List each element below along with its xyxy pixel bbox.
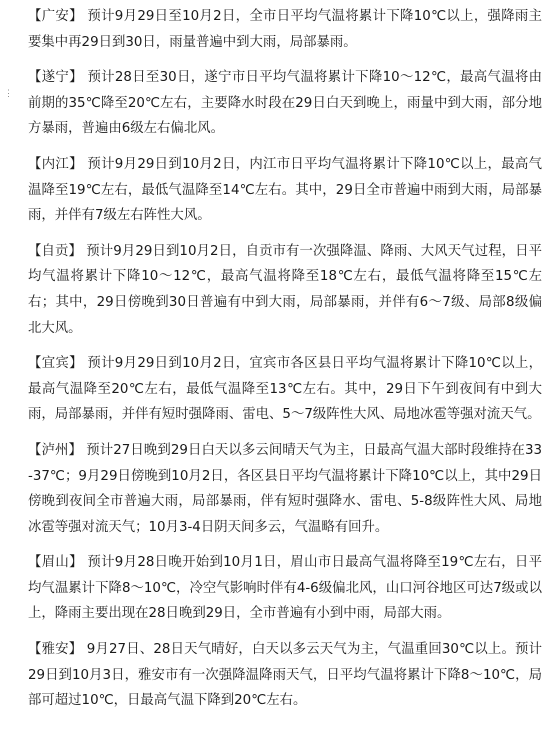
- paragraph-zigong: [28, 239, 542, 341]
- paragraph-meishan: [28, 550, 542, 627]
- gutter-drag-handle-icon: ⋮: [4, 89, 13, 99]
- paragraph-text: 预计9月29日到10月2日，自贡市有一次强降温、降雨、大风天气过程，日平均气温将累计下降10～12℃，最高气温将降至18℃左右，最低气温将降至15℃左右；其中，29日傍晚到30日普遍有中到大雨，局部暴雨，并伴有6～7级、局部8级偏北大风。: [28, 243, 543, 336]
- paragraph-luzhou: [28, 438, 542, 540]
- paragraph-text: 预计9月28日晚开始到10月1日，眉山市日最高气温将降至19℃左右，日平均气温累计下降8～10℃，冷空气影响时伴有4-6级偏北风，山口河谷地区可达7级或以上，降雨主要出现在28日晚到29日，全市普遍有小到中雨，局部大雨。: [28, 555, 543, 622]
- paragraph-text: 预计27日晚到29日白天以多云间晴天气为主，日最高气温大部时段维持在33-37℃；9月29日傍晚到10月2日，各区县日平均气温将累计下降10℃以上，其中29日傍晚到夜间全市普遍大雨，局部暴雨，伴有短时强降水、雷电、5-8级阵性大风、局地冰雹等强对流天气；10月3-4日阴天间多云，气温略有回升。: [28, 442, 543, 535]
- paragraph-text: 预计9月29日至10月2日，全市日平均气温将累计下降10℃以上，强降雨主要集中再29日到30日，雨量普遍中到大雨，局部暴雨。: [28, 9, 543, 50]
- city-label: 【宜宾】: [28, 356, 83, 372]
- city-label: 【眉山】: [28, 555, 83, 571]
- city-label: 【遂宁】: [28, 70, 83, 86]
- paragraph-text: 9月27日、28日天气晴好，白天以多云天气为主，气温重回30℃以上。预计29日到10月3日，雅安市有一次强降温降雨天气，日平均气温将累计下降8～10℃，局部可超过10℃，日最高气温下降到20℃左右。: [28, 642, 543, 709]
- paragraph-yibin: [28, 351, 542, 428]
- paragraph-guangan: [28, 4, 542, 55]
- paragraph-text: 预计9月29日到10月2日，内江市日平均气温将累计下降10℃以上，最高气温降至19℃左右，最低气温降至14℃左右。其中，29日全市普遍中雨到大雨，局部暴雨，并伴有7级左右阵性大风。: [28, 156, 543, 224]
- paragraph-text: 预计9月29日到10月2日，宜宾市各区县日平均气温将累计下降10℃以上，最高气温降至20℃左右，最低气温降至13℃左右。其中，29日下午到夜间有中到大雨，局部暴雨，并伴有短时强降雨、雷电、5～7级阵性大风、局地冰雹等强对流天气。: [28, 356, 543, 423]
- city-label: 【自贡】: [28, 243, 82, 259]
- paragraph-suining: [28, 65, 542, 142]
- city-label: 【雅安】: [28, 642, 83, 658]
- paragraph-neijiang: [28, 152, 542, 229]
- city-label: 【广安】: [28, 9, 83, 24]
- paragraph-yaan: [28, 637, 542, 714]
- city-label: 【内江】: [28, 156, 83, 172]
- city-label: 【泸州】: [28, 442, 82, 458]
- paragraph-text: 预计28日至30日，遂宁市日平均气温将累计下降10～12℃，最高气温将由前期的35℃降至20℃左右，主要降水时段在29日白天到晚上，雨量中到大雨，部分地方暴雨，普遍由6级左右偏北风。: [28, 70, 543, 137]
